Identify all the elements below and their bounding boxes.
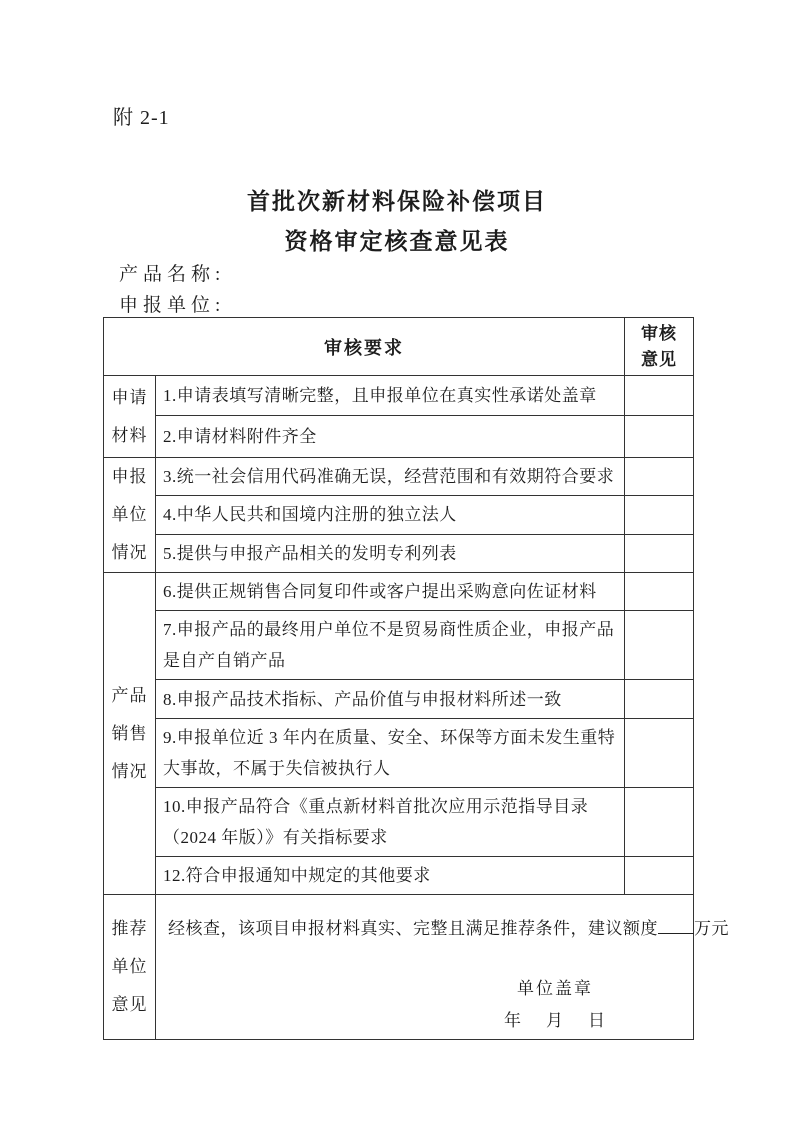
header-review-opinion: 审核 意见 xyxy=(625,318,694,376)
table-row xyxy=(104,496,694,534)
opinion-cell[interactable] xyxy=(625,573,694,611)
document-title xyxy=(0,182,794,262)
recommendation-row xyxy=(104,895,694,1040)
group-label-product-sales: 产品 销售 情况 xyxy=(104,573,156,895)
group-label-recommendation: 推荐 单位 意见 xyxy=(104,895,156,1040)
requirement-cell: 4.中华人民共和国境内注册的独立法人 xyxy=(156,496,625,534)
requirement-cell: 8.申报产品技术指标、产品价值与申报材料所述一致 xyxy=(156,680,625,719)
applicant-label: 申报单位: xyxy=(119,295,226,316)
recommendation-cell xyxy=(156,895,729,1040)
date-line xyxy=(156,1007,693,1035)
table-row xyxy=(104,680,694,719)
group-label-applicant-profile: 申报 单位 情况 xyxy=(104,458,156,573)
table-row xyxy=(104,573,694,611)
requirement-cell: 2.申请材料附件齐全 xyxy=(156,416,625,458)
table-row xyxy=(104,857,694,895)
opinion-cell[interactable] xyxy=(625,376,694,416)
requirement-cell: 6.提供正规销售合同复印件或客户提出采购意向佐证材料 xyxy=(156,573,625,611)
document-title-line1: 首批次新材料保险补偿项目 xyxy=(247,189,547,214)
opinion-cell[interactable] xyxy=(625,680,694,719)
requirement-cell: 5.提供与申报产品相关的发明专利列表 xyxy=(156,534,625,572)
date-year-label: 年 xyxy=(504,1011,521,1030)
opinion-cell[interactable] xyxy=(625,719,694,788)
group-label-application-materials: 申请 材料 xyxy=(104,376,156,458)
opinion-cell[interactable] xyxy=(625,857,694,895)
date-day-label: 日 xyxy=(588,1011,605,1030)
table-row xyxy=(104,416,694,458)
requirement-cell: 7.申报产品的最终用户单位不是贸易商性质企业，申报产品是自产自销产品 xyxy=(156,611,625,680)
requirement-cell: 1.申请表填写清晰完整，且申报单位在真实性承诺处盖章 xyxy=(156,376,625,416)
table-row xyxy=(104,719,694,788)
review-table xyxy=(103,317,729,1040)
requirement-cell: 10.申报产品符合《重点新材料首批次应用示范指导目录（2024 年版）》有关指标要求 xyxy=(156,788,625,857)
table-row xyxy=(104,458,694,496)
header-review-requirements: 审核要求 xyxy=(104,318,625,376)
opinion-cell[interactable] xyxy=(625,534,694,572)
opinion-cell[interactable] xyxy=(625,788,694,857)
requirement-cell: 9.申报单位近 3 年内在质量、安全、环保等方面未发生重特大事故，不属于失信被执行人 xyxy=(156,719,625,788)
product-name-label: 产品名称: xyxy=(119,264,226,285)
requirement-cell: 12.符合申报通知中规定的其他要求 xyxy=(156,857,625,895)
amount-blank[interactable] xyxy=(658,916,694,934)
table-header-row xyxy=(104,318,694,376)
table-row xyxy=(104,534,694,572)
opinion-cell[interactable] xyxy=(625,611,694,680)
opinion-cell[interactable] xyxy=(625,416,694,458)
table-row xyxy=(104,788,694,857)
table-row xyxy=(104,611,694,680)
document-title-line2: 资格审定核查意见表 xyxy=(284,229,510,254)
attachment-label: 附 2-1 xyxy=(113,107,170,129)
stamp-label: 单位盖章 xyxy=(517,979,593,998)
requirement-cell: 3.统一社会信用代码准确无误，经营范围和有效期符合要求 xyxy=(156,458,625,496)
opinion-cell[interactable] xyxy=(625,496,694,534)
date-month-label: 月 xyxy=(546,1011,563,1030)
table-row xyxy=(104,376,694,416)
recommendation-statement: 经核查，该项目申报材料真实、完整且满足推荐条件，建议额度 万元 xyxy=(168,915,687,943)
opinion-cell[interactable] xyxy=(625,458,694,496)
